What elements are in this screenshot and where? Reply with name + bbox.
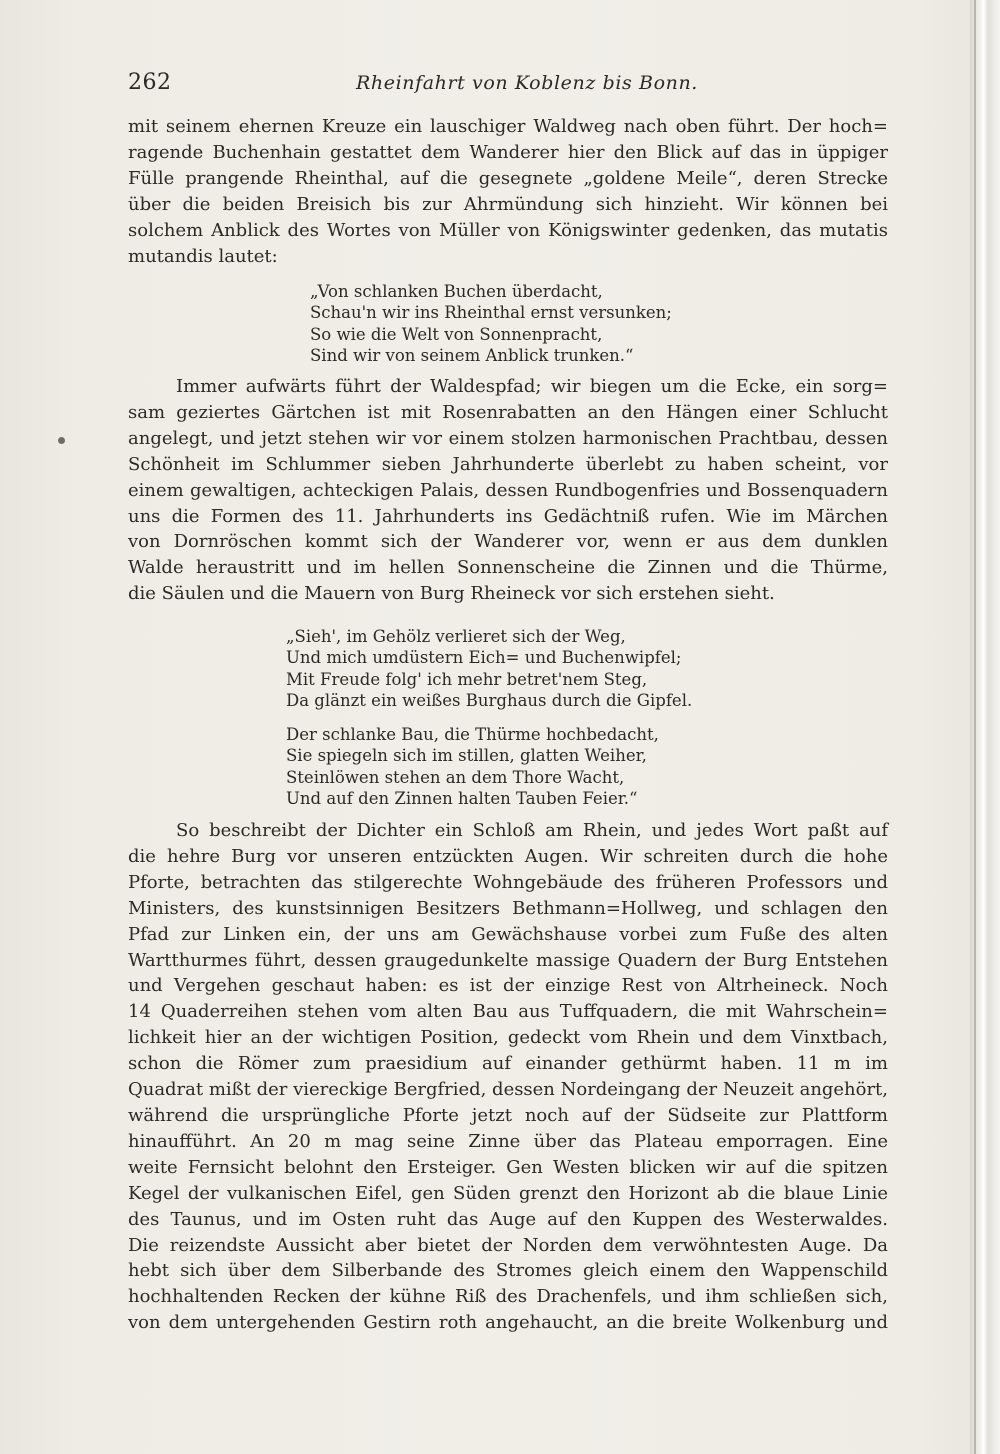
text-line: des Taunus, und im Osten ruht das Auge auf den Kuppen des Westerwaldes.	[128, 1208, 888, 1230]
text-line: Wartthurmes führt, dessen graugedunkelte massige Quadern der Burg Entstehen	[128, 949, 888, 971]
text-line: uns die Formen des 11. Jahrhunderts ins Gedächtniß rufen. Wie im Märchen	[128, 505, 888, 527]
poem-line: Da glänzt ein weißes Burghaus durch die Gipfel.	[286, 691, 693, 711]
poem-line: Der schlanke Bau, die Thürme hochbedacht,	[286, 725, 659, 744]
text-line: mutandis lautet:	[128, 245, 278, 267]
poem-line: „Von schlanken Buchen überdacht,	[310, 282, 603, 301]
text-line: Pfad zur Linken ein, der uns am Gewächshause vorbei zum Fuße des alten	[128, 923, 888, 945]
text-line: schon die Römer zum praesidium auf einander gethürmt haben. 11 m im	[128, 1053, 888, 1075]
paragraph-3	[128, 818, 888, 1336]
margin-spot	[58, 437, 65, 444]
text-line: von dem untergehenden Gestirn roth angehaucht, an die breite Wolkenburg und	[128, 1312, 888, 1334]
poem-line: Sie spiegeln sich im stillen, glatten Weiher,	[286, 746, 647, 766]
poem-quote-1	[310, 281, 672, 367]
text-line: Schönheit im Schlummer sieben Jahrhunderte überlebt zu haben scheint, vor	[128, 453, 888, 475]
poem-line: Und auf den Zinnen halten Tauben Feier.“	[286, 789, 638, 809]
text-line: hebt sich über dem Silberbande des Stromes gleich einem den Wappenschild	[128, 1260, 888, 1282]
text-line: Walde heraustritt und im hellen Sonnenscheine die Zinnen und die Thürme,	[128, 557, 888, 579]
poem-line: Sind wir von seinem Anblick trunken.“	[310, 346, 634, 366]
text-line: über die beiden Breisich bis zur Ahrmündung sich hinzieht. Wir können bei	[128, 193, 888, 215]
text-line: während die ursprüngliche Pforte jetzt noch auf der Südseite zur Plattform	[128, 1104, 888, 1126]
text-line: mit seinem ehernen Kreuze ein lauschiger Waldweg nach oben führt. Der hoch=	[128, 116, 888, 137]
poem-line: So wie die Welt von Sonnenpracht,	[310, 324, 603, 344]
text-line: Ministers, des kunstsinnigen Besitzers Bethmann=Hollweg, und schlagen den	[128, 897, 888, 919]
poem-quote-2-stanza-2	[286, 724, 659, 810]
text-line: Immer aufwärts führt der Waldespfad; wir biegen um die Ecke, ein sorg=	[176, 376, 888, 397]
poem-line: Mit Freude folg' ich mehr betret'nem Steg,	[286, 669, 648, 689]
page-header	[128, 70, 888, 100]
poem-line: „Sieh', im Gehölz verlieret sich der Weg,	[286, 627, 626, 646]
text-line: von Dornröschen kommt sich der Wanderer vor, wenn er aus dem dunklen	[128, 531, 888, 553]
poem-line: Und mich umdüstern Eich= und Buchenwipfel;	[286, 648, 682, 668]
text-line: lichkeit hier an der wichtigen Position, gedeckt vom Rhein und dem Vinxtbach,	[128, 1027, 888, 1049]
text-line: und Vergehen geschaut haben: es ist der einzige Rest von Altrheineck. Noch	[128, 975, 888, 997]
text-line: weite Fernsicht belohnt den Ersteiger. Gen Westen blicken wir auf die spitzen	[128, 1156, 888, 1178]
text-line: einem gewaltigen, achteckigen Palais, dessen Rundbogenfries und Bossenquadern	[128, 479, 888, 501]
text-line: Kegel der vulkanischen Eifel, gen Süden grenzt den Horizont ab die blaue Linie	[128, 1182, 888, 1204]
running-title: Rheinfahrt von Koblenz bis Bonn.	[356, 72, 698, 94]
text-line: Fülle prangende Rheinthal, auf die gesegnete „goldene Meile“, deren Strecke	[128, 167, 888, 189]
poem-quote-2-stanza-1	[286, 626, 692, 712]
paragraph-2	[128, 374, 888, 607]
poem-line: Steinlöwen stehen an dem Thore Wacht,	[286, 767, 625, 787]
page-gutter-line	[974, 0, 976, 1454]
text-line: sam geziertes Gärtchen ist mit Rosenrabatten an den Hängen einer Schlucht	[128, 401, 888, 423]
text-line: 14 Quaderreihen stehen vom alten Bau aus Tuffquadern, die mit Wahrschein=	[128, 1001, 888, 1023]
text-line: die hehre Burg vor unseren entzückten Augen. Wir schreiten durch die hohe	[128, 845, 888, 867]
text-line: Pforte, betrachten das stilgerechte Wohngebäude des früheren Professors und	[128, 871, 888, 893]
text-line: Quadrat mißt der viereckige Bergfried, dessen Nordeingang der Neuzeit angehört,	[128, 1079, 888, 1101]
text-line: hochhaltenden Recken der kühne Riß des Drachenfels, und ihm schließen sich,	[128, 1286, 888, 1308]
text-line: angelegt, und jetzt stehen wir vor einem stolzen harmonischen Prachtbau, dessen	[128, 427, 888, 449]
text-line: Die reizendste Aussicht aber bietet der Norden dem verwöhntesten Auge. Da	[128, 1234, 888, 1256]
text-line: solchem Anblick des Wortes von Müller von Königswinter gedenken, das mutatis	[128, 219, 888, 241]
text-line: hinaufführt. An 20 m mag seine Zinne über das Plateau emporragen. Eine	[128, 1130, 888, 1152]
paragraph-1	[128, 114, 888, 269]
page-number: 262	[128, 70, 172, 95]
text-line: die Säulen und die Mauern von Burg Rheineck vor sich erstehen sieht.	[128, 583, 775, 605]
text-line: ragende Buchenhain gestattet dem Wanderer hier den Blick auf das in üppiger	[128, 141, 888, 163]
poem-line: Schau'n wir ins Rheinthal ernst versunken;	[310, 303, 672, 323]
text-line: So beschreibt der Dichter ein Schloß am Rhein, und jedes Wort paßt auf	[176, 820, 888, 841]
